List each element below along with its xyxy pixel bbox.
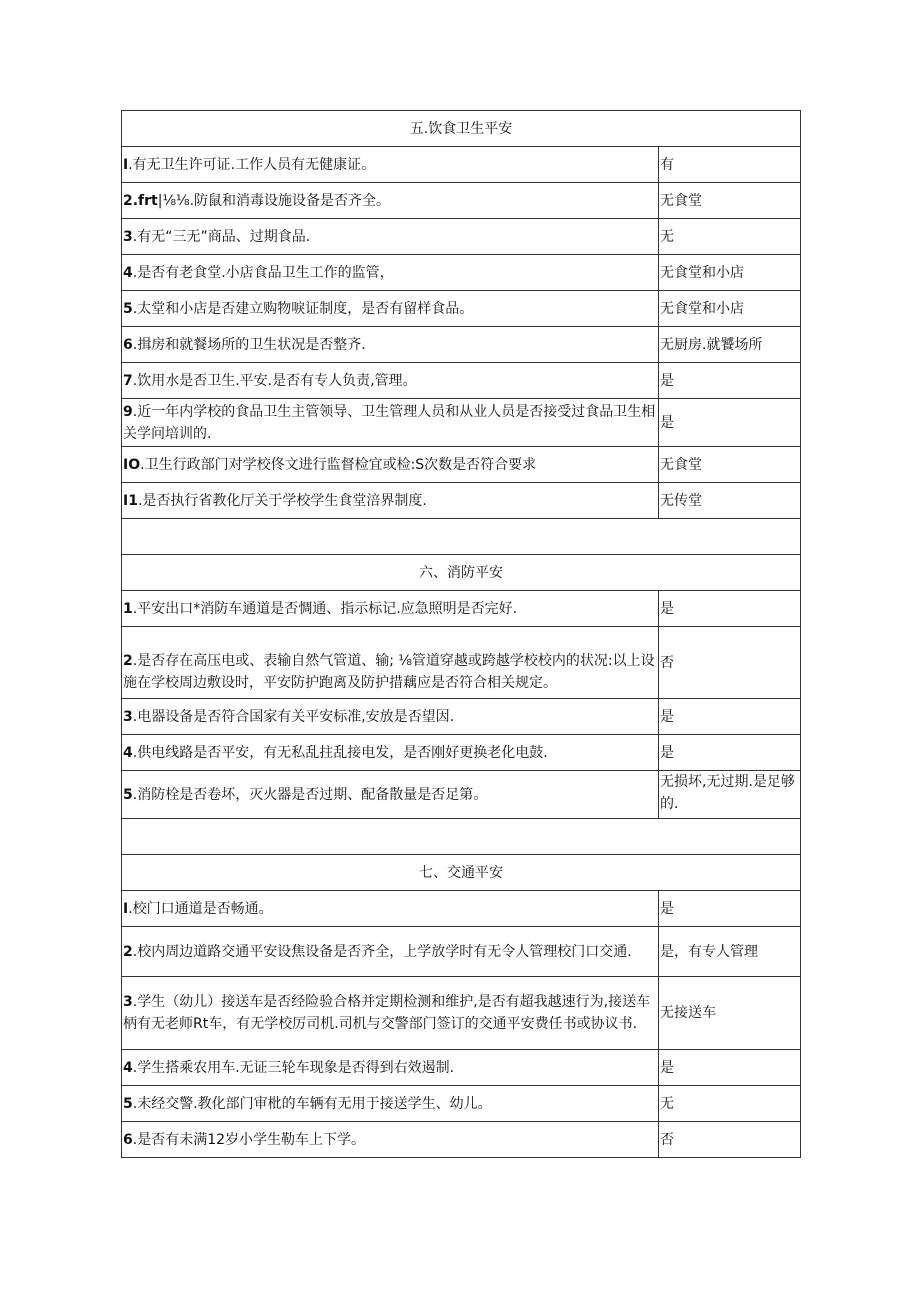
item-text: [122, 219, 659, 255]
item-question: .平安出口*消防车通道是否惆通、指示标记.应急照明是否完好.: [132, 600, 518, 617]
item-number: I: [123, 156, 129, 173]
item-text: [122, 627, 659, 699]
item-question: .近一年内学校的食品卫生主管领导、卫生管理人员和从业人员是否接受过食品卫生相关学问培训的.: [123, 403, 656, 442]
item-text: [122, 183, 659, 219]
spacer-row: [122, 819, 801, 855]
item-question: .消防栓是否卷坏，灭火器是否过期、配备散量是否足第。: [132, 786, 488, 803]
item-text: [122, 447, 659, 483]
item-answer: 无: [659, 1086, 801, 1122]
item-question: .饮用水是否卫生.平安.是否有专人负责,管理。: [132, 372, 417, 389]
item-text: [122, 483, 659, 519]
item-text: [122, 1086, 659, 1122]
table-row: [122, 735, 801, 771]
item-question: .是否有老食堂.小店食品卫生工作的监管，: [132, 264, 394, 281]
item-number: I1: [123, 492, 138, 509]
item-number: 2: [123, 943, 133, 960]
table-row: [122, 219, 801, 255]
item-question: .电器设备是否符合国家有关平安标准,安放是否望因.: [132, 708, 455, 725]
item-text: [122, 591, 659, 627]
item-number: 5: [123, 300, 133, 317]
item-answer: 是，有专人管理: [659, 927, 801, 977]
item-question: .学生搭乘农用车.无证三轮车现象是否得到右效遏制.: [132, 1059, 455, 1076]
section-title: 六、消防平安: [122, 555, 801, 591]
item-answer: 是: [659, 735, 801, 771]
table-row: [122, 891, 801, 927]
item-answer: 无接送车: [659, 977, 801, 1050]
item-number: 7: [123, 372, 133, 389]
item-text: [122, 977, 659, 1050]
item-question: .校门口通道是否畅通。: [128, 900, 273, 917]
table-row: [122, 363, 801, 399]
item-number: 4: [123, 744, 133, 761]
item-number: 4: [123, 264, 133, 281]
table-row: [122, 771, 801, 819]
item-answer: 是: [659, 699, 801, 735]
table-row: [122, 147, 801, 183]
item-text: [122, 771, 659, 819]
item-number: 3: [123, 994, 133, 1010]
item-answer: 否: [659, 627, 801, 699]
item-question: .有无“三无”商品、过期食品.: [132, 228, 311, 245]
table-row: [122, 927, 801, 977]
item-number: 3: [123, 228, 133, 245]
item-number: 6: [123, 336, 133, 353]
table-row: [122, 627, 801, 699]
item-number: 2.frt: [123, 192, 158, 209]
item-text: [122, 147, 659, 183]
table-row: [122, 291, 801, 327]
item-question: .供电线路是否平安，有无私乱拄乱接电发，是否刚好更换老化电鼓.: [132, 744, 548, 761]
empty-cell: [122, 819, 801, 855]
item-question: .未经交警.教化部门审枇的车辆有无用于接送学生、幼儿。: [132, 1095, 492, 1112]
item-text: [122, 1122, 659, 1158]
item-question: .卫生行政部门对学校佟文进行监督检宜或检:S次数是否符合要求: [140, 456, 537, 473]
section-header-row: [122, 111, 801, 147]
item-answer: 否: [659, 1122, 801, 1158]
table-row: [122, 977, 801, 1050]
item-text: [122, 735, 659, 771]
item-number: 9: [123, 403, 133, 420]
item-answer: 无食堂: [659, 183, 801, 219]
section-header-row: [122, 555, 801, 591]
item-question: |⅛⅛.防鼠和消毒设施设备是否齐全。: [157, 192, 391, 209]
section-title: 五.饮食卫生平安: [122, 111, 801, 147]
item-text: [122, 1050, 659, 1086]
item-answer: 是: [659, 891, 801, 927]
table-row: [122, 399, 801, 447]
item-number: IO: [123, 456, 141, 473]
item-answer: 是: [659, 1050, 801, 1086]
item-number: 6: [123, 1131, 133, 1148]
item-text: [122, 927, 659, 977]
table-row: [122, 1122, 801, 1158]
item-question: .太堂和小店是否建立购物唳证制度，是否有留样食品。: [132, 300, 474, 317]
item-question: .有无卫生许可证.工作人员有无健康证。: [128, 156, 376, 173]
item-question: .是否有未满12岁小学生勒车上下学。: [132, 1131, 366, 1148]
table-row: [122, 1086, 801, 1122]
table-row: [122, 255, 801, 291]
item-answer: [659, 771, 801, 819]
item-answer: 是: [659, 399, 801, 447]
table-row: [122, 1050, 801, 1086]
item-question: .是否存在高压电或、表输自然气管道、输; ⅛管道穿越或跨越学校校内的状况:以上设施在学校周边敷设时，平安防护跑离及防护措藕应是否符合相关规定。: [123, 653, 655, 691]
table-row: [122, 699, 801, 735]
section-header-row: [122, 855, 801, 891]
safety-checklist-table: [121, 110, 801, 1158]
item-question: .是否执行省教化厅关于学校学生食堂涪界制度.: [137, 492, 427, 509]
item-question: .学生（幼儿）接送车是否经险验合格并定期检测和维护,是否有超我越速行为,接送车柄有无老师Rt车，有无学校厉司机.司机与交警部门签订的交通平安费任书或协议书.: [123, 994, 651, 1032]
item-answer: 无食堂和小店: [659, 255, 801, 291]
item-text: [122, 891, 659, 927]
item-answer: 无: [659, 219, 801, 255]
item-answer: 无厨房.就饕场所: [659, 327, 801, 363]
empty-cell: [122, 519, 801, 555]
item-answer: 是: [659, 591, 801, 627]
item-text: [122, 363, 659, 399]
item-number: 1: [123, 600, 133, 617]
item-text: [122, 327, 659, 363]
table-row: [122, 591, 801, 627]
item-number: 3: [123, 708, 133, 725]
item-answer: 有: [659, 147, 801, 183]
table-row: [122, 327, 801, 363]
item-number: 4: [123, 1059, 133, 1076]
item-answer: 无传堂: [659, 483, 801, 519]
section-title: 七、交通平安: [122, 855, 801, 891]
item-text: [122, 699, 659, 735]
item-number: I: [123, 900, 129, 917]
item-number: 5: [123, 1095, 133, 1112]
table-row: [122, 483, 801, 519]
item-number: 5: [123, 786, 133, 803]
item-answer: 是: [659, 363, 801, 399]
table-row: [122, 447, 801, 483]
item-number: 2: [123, 653, 133, 669]
item-text: [122, 291, 659, 327]
item-answer: 无食堂和小店: [659, 291, 801, 327]
item-question: .揖房和就餐场所的卫生状况是否整齐.: [132, 336, 366, 353]
table-row: [122, 183, 801, 219]
item-text: [122, 399, 659, 447]
item-question: .校内周边道路交通平安设焦设备是否齐全，上学放学时有无令人管理校门口交通.: [132, 943, 632, 960]
item-answer-text: 无损坏,无过期.是足够的.: [660, 774, 795, 812]
spacer-row: [122, 519, 801, 555]
item-answer: 无食堂: [659, 447, 801, 483]
item-text: [122, 255, 659, 291]
